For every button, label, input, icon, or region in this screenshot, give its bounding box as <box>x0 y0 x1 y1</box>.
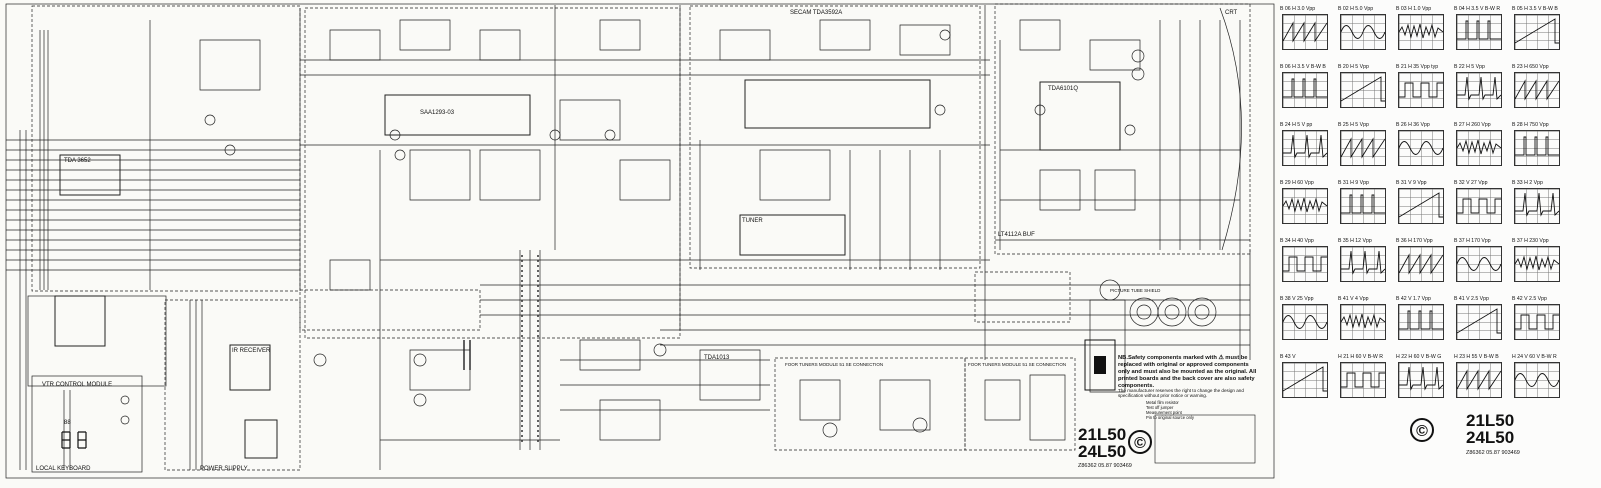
waveform-caption: B 06 H 3.5 V B-W B <box>1280 64 1326 70</box>
ic-label: POWER SUPPLY <box>200 466 248 472</box>
scope-screen <box>1282 362 1328 398</box>
waveform-caption: B 04 H 3.5 V B-W R <box>1454 6 1501 12</box>
waveform-trace <box>1457 131 1501 165</box>
waveform-trace <box>1283 189 1327 223</box>
scope-screen <box>1398 304 1444 340</box>
waveform-caption: H 21 H 60 V B-W R <box>1338 354 1383 360</box>
box-note: FOOR TUNERS MODULE 51 SE CONNECTION <box>785 362 884 367</box>
waveform-caption: B 41 V 4 Vpp <box>1338 296 1369 302</box>
scope-screen <box>1514 72 1560 108</box>
waveform-trace <box>1457 73 1501 107</box>
waveform-caption: B 37 H 170 Vpp <box>1454 238 1491 244</box>
waveform-caption: B 22 H 5 Vpp <box>1454 64 1485 70</box>
scope-screen <box>1398 362 1444 398</box>
scope-screen <box>1398 246 1444 282</box>
waveform-caption: B 33 H 2 Vpp <box>1512 180 1543 186</box>
waveform-cell <box>1396 122 1448 178</box>
waveform-cell <box>1280 180 1332 236</box>
waveform-caption: H 22 H 60 V B-W G <box>1396 354 1442 360</box>
model-number: 21L50 <box>1466 411 1515 430</box>
scope-screen <box>1514 188 1560 224</box>
scope-screen <box>1398 188 1444 224</box>
waveform-trace <box>1399 73 1443 107</box>
waveform-trace <box>1283 73 1327 107</box>
scope-screen <box>1340 72 1386 108</box>
scope-screen <box>1340 14 1386 50</box>
waveform-trace <box>1283 131 1327 165</box>
ic-label: VTR CONTROL MODULE <box>42 382 113 388</box>
waveform-cell <box>1396 180 1448 236</box>
waveform-trace <box>1515 247 1559 281</box>
waveform-caption: H 24 V 60 V B-W R <box>1512 354 1557 360</box>
scope-screen <box>1398 72 1444 108</box>
waveform-caption: B 27 H 260 Vpp <box>1454 122 1491 128</box>
scope-screen <box>1340 362 1386 398</box>
scope-screen <box>1514 362 1560 398</box>
waveform-caption: B 02 H 5.0 Vpp <box>1338 6 1374 12</box>
scope-screen <box>1456 72 1502 108</box>
legend <box>1146 400 1194 420</box>
waveform-caption: H 23 H 55 V B-W B <box>1454 354 1499 360</box>
scope-screen <box>1514 304 1560 340</box>
waveform-cell <box>1396 6 1448 62</box>
waveform-trace <box>1283 363 1327 397</box>
scope-screen <box>1282 188 1328 224</box>
waveform-caption: B 36 H 170 Vpp <box>1396 238 1433 244</box>
scope-screen <box>1456 188 1502 224</box>
scope-screen <box>1282 72 1328 108</box>
tube-note: PICTURE TUBE SHIELD <box>1110 288 1161 293</box>
ic-label: IR RECEIVER <box>232 348 271 354</box>
ic-label: SECAM TDA3592A <box>790 10 843 16</box>
waveform-cell <box>1280 238 1332 294</box>
waveform-trace <box>1399 131 1443 165</box>
ic-label: TUNER <box>742 218 763 224</box>
waveform-cell <box>1512 64 1564 120</box>
waveform-cell <box>1454 354 1506 410</box>
waveform-caption: B 29 H 60 Vpp <box>1280 180 1314 186</box>
model-number: 24L50 <box>1078 442 1127 461</box>
waveform-trace <box>1515 15 1559 49</box>
waveform-caption: B 43 V <box>1280 354 1296 360</box>
waveform-cell <box>1396 238 1448 294</box>
doc-code: Z86362 05.87 903469 <box>1078 463 1132 469</box>
waveform-cell <box>1454 64 1506 120</box>
scope-screen <box>1398 14 1444 50</box>
ic-label: 88 <box>64 420 71 426</box>
crt-label: CRT <box>1225 10 1238 16</box>
copyright-icon: © <box>1410 418 1434 442</box>
waveform-cell <box>1512 6 1564 62</box>
waveform-trace <box>1457 15 1501 49</box>
waveform-trace <box>1515 131 1559 165</box>
waveform-caption: B 06 H 3.0 Vpp <box>1280 6 1316 12</box>
scope-screen <box>1456 362 1502 398</box>
scope-screen <box>1456 304 1502 340</box>
waveform-trace <box>1283 15 1327 49</box>
waveform-cell <box>1338 354 1390 410</box>
scope-screen <box>1282 246 1328 282</box>
waveform-caption: B 42 V 2.5 Vpp <box>1512 296 1547 302</box>
waveform-trace <box>1457 363 1501 397</box>
waveform-cell <box>1454 122 1506 178</box>
scope-screen <box>1456 14 1502 50</box>
ic-label: SAA1293-03 <box>420 110 455 116</box>
waveform-caption: B 34 H 40 Vpp <box>1280 238 1314 244</box>
legend-item: Measurement point <box>1146 410 1182 415</box>
model-number: 24L50 <box>1466 428 1515 447</box>
waveform-trace <box>1283 247 1327 281</box>
manufacturer-note: The manufacturer reserves the right to change the design and specification without prior notice or warning. <box>1118 388 1244 399</box>
model-number: 21L50 <box>1078 425 1127 444</box>
waveform-cell <box>1280 6 1332 62</box>
scope-screen <box>1514 130 1560 166</box>
scope-screen <box>1282 130 1328 166</box>
copyright-icon: © <box>1128 430 1152 454</box>
waveform-caption: B 31 H 9 Vpp <box>1338 180 1369 186</box>
waveform-cell <box>1512 354 1564 410</box>
waveform-caption: B 25 H 5 Vpp <box>1338 122 1369 128</box>
scope-screen <box>1456 246 1502 282</box>
legend-item: Test off jumper <box>1146 405 1174 410</box>
waveform-cell <box>1512 122 1564 178</box>
legend-item: Pin to original source only <box>1146 415 1194 420</box>
waveform-cell <box>1280 296 1332 352</box>
waveform-trace <box>1515 363 1559 397</box>
scope-screen <box>1514 14 1560 50</box>
waveform-trace <box>1399 15 1443 49</box>
waveform-cell <box>1338 122 1390 178</box>
waveform-trace <box>1341 15 1385 49</box>
scope-screen <box>1340 188 1386 224</box>
ic-label: TDA1013 <box>704 355 730 361</box>
box-note: FOOR TUNERS MODULE 51 SE CONNECTION <box>968 362 1067 367</box>
waveform-caption: B 03 H 1.0 Vpp <box>1396 6 1432 12</box>
scope-screen <box>1514 246 1560 282</box>
waveform-caption: B 21 H 35 Vpp typ <box>1396 64 1439 70</box>
ic-label: LT4112A BUF <box>998 232 1035 238</box>
waveform-trace <box>1515 73 1559 107</box>
waveform-caption: B 26 H 36 Vpp <box>1396 122 1430 128</box>
waveform-caption: B 05 H 3.5 V B-W B <box>1512 6 1558 12</box>
waveform-caption: B 37 H 230 Vpp <box>1512 238 1549 244</box>
scope-screen <box>1282 14 1328 50</box>
waveform-cell <box>1280 354 1332 410</box>
waveform-cell <box>1280 64 1332 120</box>
waveform-panel <box>1280 0 1601 488</box>
waveform-caption: B 35 H 12 Vpp <box>1338 238 1372 244</box>
waveform-trace <box>1341 73 1385 107</box>
scope-screen <box>1456 130 1502 166</box>
waveform-cell <box>1512 238 1564 294</box>
ic-label: LOCAL KEYBOARD <box>36 466 91 472</box>
waveform-cell <box>1280 122 1332 178</box>
waveform-trace <box>1341 189 1385 223</box>
waveform-caption: B 38 V 25 Vpp <box>1280 296 1314 302</box>
waveform-caption: B 42 V 1.7 Vpp <box>1396 296 1431 302</box>
waveform-caption: B 28 H 750 Vpp <box>1512 122 1549 128</box>
waveform-trace <box>1399 247 1443 281</box>
waveform-cell <box>1338 64 1390 120</box>
scope-screen <box>1398 130 1444 166</box>
ic-label: TDA 3652 <box>64 158 91 164</box>
waveform-caption: B 23 H 650 Vpp <box>1512 64 1549 70</box>
waveform-trace <box>1399 189 1443 223</box>
waveform-cell <box>1454 238 1506 294</box>
waveform-caption: B 32 V 27 Vpp <box>1454 180 1488 186</box>
safety-note: NB.Safety components marked with ⚠ must be replaced with original or approved components only and must also be mounted as the original. All printed boards and the back cover are also safety components. <box>1118 355 1257 389</box>
waveform-trace <box>1341 305 1385 339</box>
waveform-cell <box>1396 354 1448 410</box>
waveform-caption: B 31 V 9 Vpp <box>1396 180 1427 186</box>
scope-screen <box>1282 304 1328 340</box>
legend-item: Metal film resistor <box>1146 400 1179 405</box>
waveform-trace <box>1341 131 1385 165</box>
waveform-cell <box>1512 180 1564 236</box>
waveform-trace <box>1457 247 1501 281</box>
waveform-cell <box>1396 296 1448 352</box>
scope-screen <box>1340 130 1386 166</box>
waveform-trace <box>1341 363 1385 397</box>
scope-screen <box>1340 304 1386 340</box>
waveform-trace <box>1399 305 1443 339</box>
ic-label: TDA6101Q <box>1048 86 1079 92</box>
waveform-cell <box>1454 296 1506 352</box>
waveform-cell <box>1454 6 1506 62</box>
waveform-trace <box>1283 305 1327 339</box>
waveform-cell <box>1338 238 1390 294</box>
waveform-cell <box>1338 180 1390 236</box>
waveform-trace <box>1515 305 1559 339</box>
waveform-trace <box>1457 189 1501 223</box>
waveform-trace <box>1457 305 1501 339</box>
waveform-caption: B 41 V 2.5 Vpp <box>1454 296 1489 302</box>
waveform-trace <box>1515 189 1559 223</box>
doc-code: Z86362 05.87 903469 <box>1466 450 1520 456</box>
waveform-cell <box>1512 296 1564 352</box>
waveform-caption: B 24 H 5 V pp <box>1280 122 1313 128</box>
waveform-cell <box>1454 180 1506 236</box>
waveform-cell <box>1338 6 1390 62</box>
waveform-trace <box>1399 363 1443 397</box>
scope-screen <box>1340 246 1386 282</box>
waveform-cell <box>1396 64 1448 120</box>
waveform-trace <box>1341 247 1385 281</box>
waveform-cell <box>1338 296 1390 352</box>
waveform-caption: B 20 H 5 Vpp <box>1338 64 1369 70</box>
